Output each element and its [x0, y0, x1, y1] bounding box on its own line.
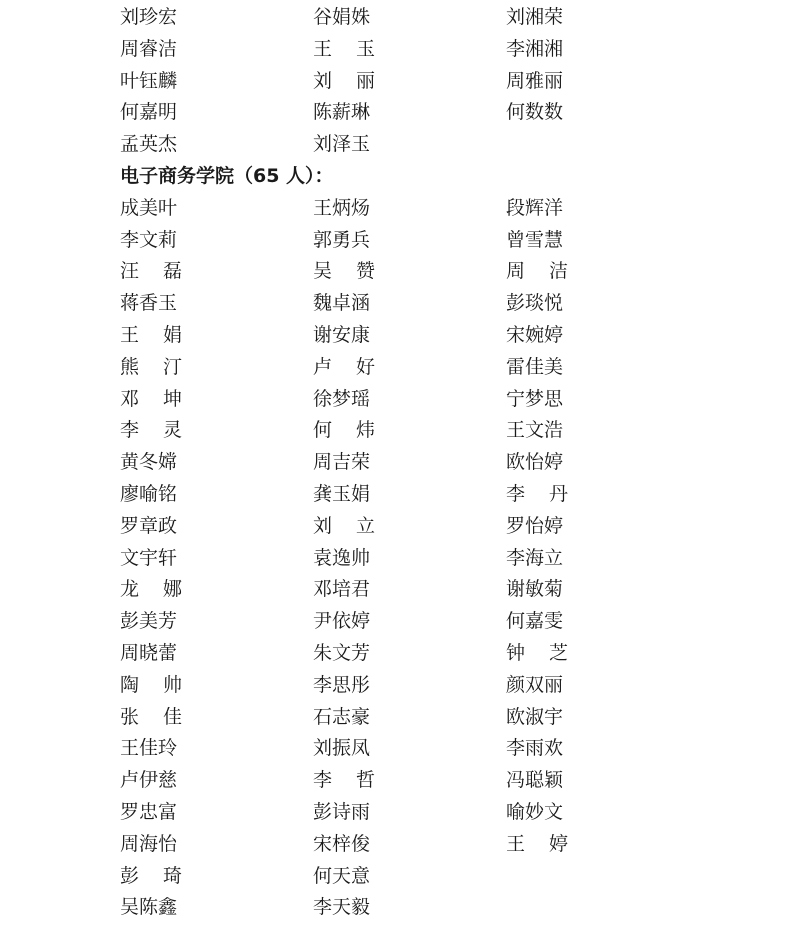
name-cell: 黄冬嫦 [120, 451, 178, 474]
name-cell [120, 351, 182, 383]
name-cell: 宁梦思 [506, 387, 564, 410]
name-cell: 王文浩 [506, 419, 564, 442]
name-row [0, 446, 792, 478]
name-cell: 彭诗雨 [313, 801, 371, 823]
name-cell: 雷佳美 [506, 355, 564, 378]
name-cell: 何嘉雯 [506, 610, 564, 633]
name-cell: 欧淑宇 [506, 705, 564, 728]
name-cell: 周睿洁 [120, 37, 178, 60]
name-cell: 段辉洋 [506, 196, 564, 219]
name-cell: 李湘湘 [506, 37, 564, 60]
name-cell: 彭美芳 [120, 610, 178, 633]
name-char: 立 [355, 514, 375, 537]
name-cell: 王佳玲 [120, 737, 178, 760]
name-cell [120, 669, 182, 701]
name-cell: 何数数 [506, 101, 564, 124]
name-row [0, 192, 792, 224]
name-char: 赞 [355, 260, 375, 283]
name-char: 何 [313, 419, 333, 442]
name-cell [506, 828, 568, 860]
name-row [0, 224, 792, 256]
name-cell: 何嘉明 [120, 101, 178, 124]
name-char: 汀 [162, 355, 182, 378]
name-char: 哲 [355, 769, 375, 792]
name-char: 熊 [120, 355, 140, 378]
name-cell [506, 255, 568, 287]
name-cell: 郭勇兵 [313, 228, 371, 251]
name-row [0, 732, 792, 764]
name-row [0, 255, 792, 287]
name-row [0, 478, 792, 510]
name-char: 钟 [506, 642, 526, 664]
name-cell [313, 351, 375, 383]
name-cell: 陈薪琳 [313, 101, 371, 124]
name-char: 娜 [162, 578, 182, 601]
name-char: 炜 [355, 419, 375, 442]
name-row [0, 891, 792, 923]
name-cell: 谢安康 [313, 324, 371, 346]
name-row [0, 510, 792, 542]
name-row [0, 1, 792, 33]
name-row [0, 287, 792, 319]
name-char: 李 [506, 483, 526, 505]
name-cell: 叶钰麟 [120, 69, 178, 92]
name-cell [506, 478, 568, 510]
name-cell: 欧怡婷 [506, 451, 564, 474]
name-row [0, 796, 792, 828]
name-cell: 宋梓俊 [313, 832, 371, 855]
name-char: 好 [355, 355, 375, 378]
name-row [0, 96, 792, 128]
name-row [0, 33, 792, 65]
name-row [0, 573, 792, 605]
name-cell: 颜双丽 [506, 673, 564, 696]
name-cell: 吴陈鑫 [120, 896, 178, 919]
name-row [0, 828, 792, 860]
name-row [0, 605, 792, 637]
name-row [0, 319, 792, 351]
name-cell [313, 33, 375, 65]
name-row [0, 860, 792, 892]
name-char: 吴 [313, 260, 333, 283]
name-char: 邓 [120, 387, 140, 410]
name-char: 芝 [548, 642, 568, 664]
name-cell: 徐梦瑶 [313, 387, 371, 410]
name-cell: 彭琰悦 [506, 292, 564, 315]
name-cell: 魏卓涵 [313, 292, 371, 315]
name-char: 刘 [313, 514, 333, 537]
name-cell [120, 255, 182, 287]
name-row [0, 351, 792, 383]
name-cell: 孟英杰 [120, 133, 178, 156]
name-cell [313, 764, 375, 796]
name-cell: 朱文芳 [313, 642, 371, 664]
name-cell: 李海立 [506, 546, 564, 569]
name-cell: 袁逸帅 [313, 546, 371, 569]
name-cell: 李天毅 [313, 896, 371, 919]
name-cell [120, 860, 182, 892]
name-char: 卢 [313, 355, 333, 378]
name-cell: 刘泽玉 [313, 133, 371, 156]
name-row [0, 669, 792, 701]
name-cell: 龚玉娟 [313, 483, 371, 505]
name-cell: 罗怡婷 [506, 514, 564, 537]
name-cell: 周海怡 [120, 832, 178, 855]
name-cell: 周吉荣 [313, 451, 371, 474]
name-cell: 李文莉 [120, 228, 178, 251]
name-char: 刘 [313, 69, 333, 92]
name-char: 王 [313, 37, 333, 60]
name-cell: 成美叶 [120, 196, 178, 219]
name-cell: 谷娟姝 [313, 6, 371, 28]
name-cell: 罗章政 [120, 514, 178, 537]
name-cell [313, 255, 375, 287]
name-cell: 周晓蕾 [120, 642, 178, 664]
name-char: 帅 [162, 673, 182, 696]
name-cell: 刘珍宏 [120, 6, 178, 28]
name-char: 陶 [120, 673, 140, 696]
name-row [0, 414, 792, 446]
name-cell [506, 637, 568, 669]
name-char: 灵 [162, 419, 182, 442]
name-char: 丽 [355, 69, 375, 92]
name-cell: 文宇轩 [120, 546, 178, 569]
name-row [0, 701, 792, 733]
name-cell: 喻妙文 [506, 801, 564, 823]
name-char: 彭 [120, 864, 140, 887]
name-cell [120, 573, 182, 605]
name-cell: 曾雪慧 [506, 228, 564, 251]
name-cell [120, 414, 182, 446]
name-cell: 何天意 [313, 864, 371, 887]
name-char: 娟 [162, 324, 182, 346]
name-char: 磊 [162, 260, 182, 283]
name-row [0, 637, 792, 669]
name-char: 李 [120, 419, 140, 442]
section-heading: 电子商务学院（65 人）： [120, 165, 334, 187]
name-cell: 冯聪颖 [506, 769, 564, 792]
name-char: 汪 [120, 260, 140, 283]
name-cell: 蒋香玉 [120, 292, 178, 315]
name-char: 周 [506, 260, 526, 283]
name-cell: 谢敏菊 [506, 578, 564, 601]
name-char: 坤 [162, 387, 182, 410]
name-char: 佳 [162, 705, 182, 728]
name-cell: 邓培君 [313, 578, 371, 601]
name-cell: 石志豪 [313, 705, 371, 728]
name-row [0, 383, 792, 415]
name-cell [313, 510, 375, 542]
name-row [0, 65, 792, 97]
name-char: 李 [313, 769, 333, 792]
name-cell: 尹依婷 [313, 610, 371, 633]
name-cell [120, 701, 182, 733]
name-char: 洁 [548, 260, 568, 283]
name-char: 玉 [355, 37, 375, 60]
name-cell [120, 319, 182, 351]
name-cell: 刘振凤 [313, 737, 371, 760]
name-cell: 廖喻铭 [120, 483, 178, 505]
name-char: 王 [120, 324, 140, 346]
name-cell [313, 65, 375, 97]
name-row [0, 764, 792, 796]
name-char: 婷 [548, 832, 568, 855]
name-char: 张 [120, 705, 140, 728]
name-cell: 宋婉婷 [506, 324, 564, 346]
name-cell: 李思彤 [313, 673, 371, 696]
name-cell: 卢伊慈 [120, 769, 178, 792]
name-row [0, 542, 792, 574]
name-cell: 刘湘荣 [506, 6, 564, 28]
name-cell [120, 383, 182, 415]
name-cell: 周雅丽 [506, 69, 564, 92]
name-char: 龙 [120, 578, 140, 601]
name-cell [313, 414, 375, 446]
name-char: 王 [506, 832, 526, 855]
name-char: 琦 [162, 864, 182, 887]
name-cell: 王炳炀 [313, 196, 371, 219]
name-char: 丹 [548, 483, 568, 505]
name-cell: 罗忠富 [120, 801, 178, 823]
name-row [0, 128, 792, 160]
name-cell: 李雨欢 [506, 737, 564, 760]
